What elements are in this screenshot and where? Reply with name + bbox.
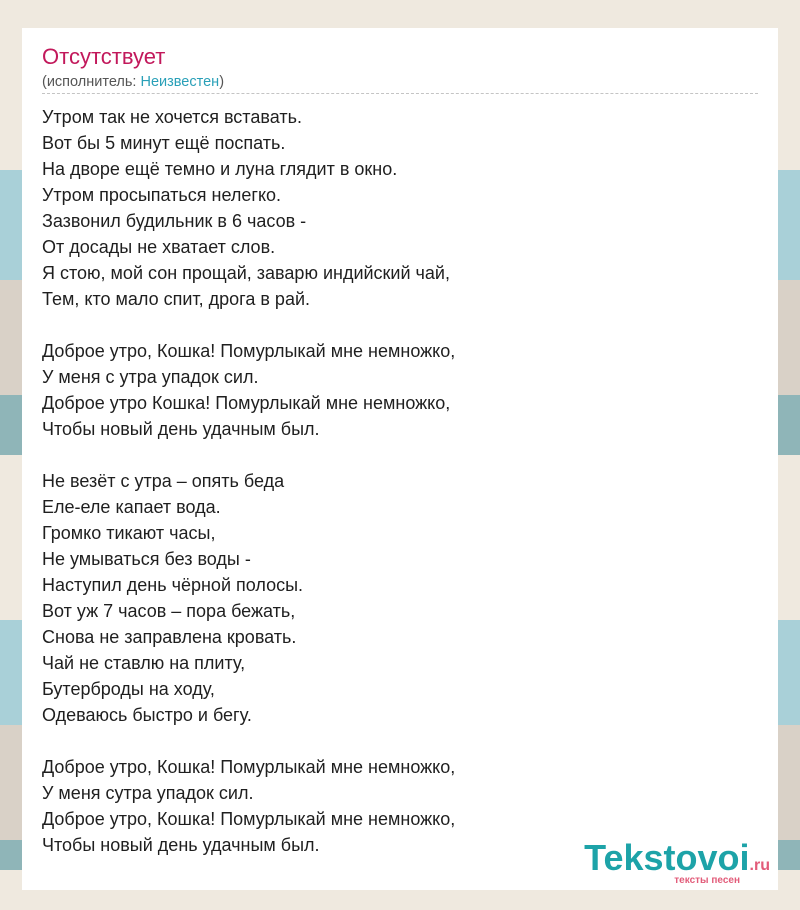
lyric-line: Одеваюсь быстро и бегу. [42, 705, 252, 725]
stanza-break [42, 442, 742, 468]
lyric-line: Доброе утро, Кошка! Помурлыкай мне немножко, [42, 757, 456, 777]
lyric-line: Снова не заправлена кровать. [42, 627, 297, 647]
lyric-line: У меня с утра упадок сил. [42, 367, 259, 387]
lyric-line: Доброе утро, Кошка! Помурлыкай мне немножко, [42, 341, 456, 361]
lyric-line: Я стою, мой сон прощай, заварю индийский чай, [42, 263, 450, 283]
artist-link[interactable]: Неизвестен [140, 74, 220, 90]
logo-tld: .ru [749, 857, 770, 874]
lyric-line: Утром так не хочется вставать. [42, 107, 302, 127]
artist-prefix: (исполнитель: [42, 74, 141, 90]
lyric-line: Доброе утро Кошка! Помурлыкай мне немножко, [42, 393, 451, 413]
lyrics-text [42, 104, 742, 858]
song-title: Отсутствует [42, 44, 166, 69]
lyric-line: На дворе ещё темно и луна глядит в окно. [42, 159, 398, 179]
divider [42, 93, 758, 94]
lyric-line: Утром просыпаться нелегко. [42, 185, 282, 205]
lyric-line: Зазвонил будильник в 6 часов - [42, 211, 307, 231]
lyric-line: Доброе утро, Кошка! Помурлыкай мне немножко, [42, 809, 456, 829]
lyric-line: Наступил день чёрной полосы. [42, 575, 304, 595]
lyric-line: Чтобы новый день удачным был. [42, 419, 320, 439]
lyric-line: Чтобы новый день удачным был. [42, 835, 320, 855]
lyric-line: Громко тикают часы, [42, 523, 216, 543]
lyric-line: Еле-еле капает вода. [42, 497, 221, 517]
stanza-break [42, 728, 742, 754]
lyric-line: Чай не ставлю на плиту, [42, 653, 246, 673]
lyric-line: От досады не хватает слов. [42, 237, 276, 257]
stanza-break [42, 312, 742, 338]
lyric-line: Вот бы 5 минут ещё поспать. [42, 133, 286, 153]
lyrics-card [22, 28, 778, 890]
lyric-line: Вот уж 7 часов – пора бежать, [42, 601, 296, 621]
lyric-line: Не везёт с утра – опять беда [42, 471, 285, 491]
lyric-line: У меня сутра упадок сил. [42, 783, 254, 803]
artist-line [42, 72, 224, 92]
lyric-line: Не умываться без воды - [42, 549, 251, 569]
lyric-line: Тем, кто мало спит, дрога в рай. [42, 289, 311, 309]
site-logo[interactable] [584, 837, 770, 886]
artist-suffix: ) [219, 74, 225, 90]
lyric-line: Бутерброды на ходу, [42, 679, 215, 699]
logo-subtitle: тексты песен [674, 875, 740, 886]
logo-wordmark: Tekstovoi [584, 837, 750, 878]
